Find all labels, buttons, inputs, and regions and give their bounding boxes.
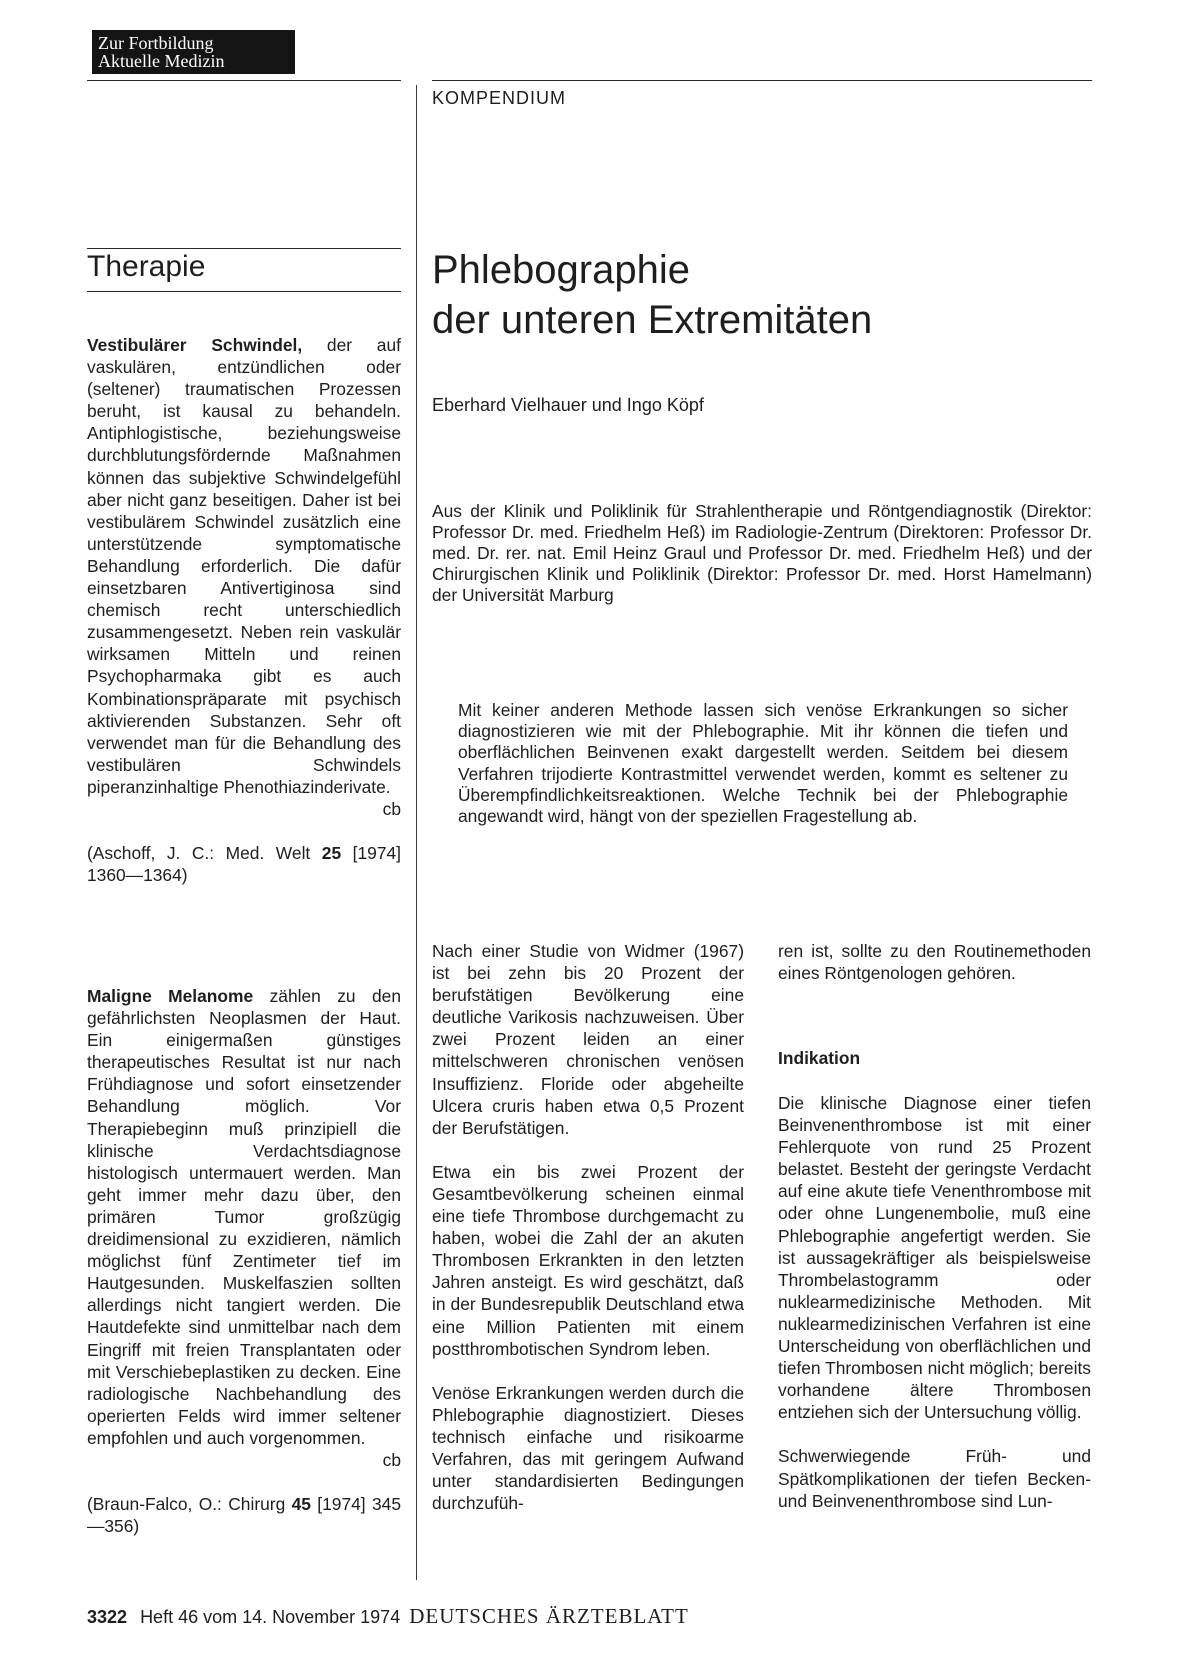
article-abstract: Mit keiner anderen Methode lassen sich venöse Erkrankungen so sicher diagnostizieren wie mit der Phlebographie. Mit ihr können die tiefen und oberflächlichen Beinvenen exakt dargestellt werden. Seitdem bei diesem Verfahren trijodierte Kontrastmittel verwendet werden, kommt es seltener zu Überempfindlichkeitsreaktionen. Welche Technik bei der Phlebographie angewandt wird, hängt von der speziellen Fragestellung ab. — [458, 700, 1068, 827]
article-affiliation: Aus der Klinik und Poliklinik für Strahlentherapie und Röntgendiagnostik (Direktor: Professor Dr. med. Friedhelm Heß) im Radiologie-Zentrum (Direktoren: Professor Dr. med. Dr. rer. nat. Emil Heinz Graul und Professor Dr. med. Friedhelm Heß) und der Chirurgischen Klinik und Poliklinik (Direktor: Professor Dr. med. Horst Hamelmann) der Universität Marburg — [432, 501, 1092, 605]
column-divider — [416, 85, 417, 1580]
sidebar-item-body — [87, 985, 401, 1449]
sidebar-item-vertigo — [87, 334, 401, 886]
article-subheading: Indikation — [778, 1048, 861, 1068]
journal-name: DEUTSCHES ÄRZTEBLATT — [409, 1604, 689, 1628]
sidebar-item-text: zählen zu den gefährlichsten Neoplasmen der Haut. Ein einigermaßen günstiges therapeutisches Resultat ist nur nach Frühdiagnose und sofort einsetzender Behandlung möglich. Vor Therapiebeginn muß prinzipiell die klinische Verdachtsdiagnose histologisch untermauert werden. Man geht immer mehr dazu über, den primären Tumor großzügig dreidimensional zu exzidieren, nämlich möglichst fünf Zentimeter tief im Hautgesunden. Muskelfaszien sollten allerdings nicht tangiert werden. Die Hautdefekte sind unmittelbar nach dem Eingriff mit freien Transplantaten oder mit Verschiebeplastiken zu decken. Eine radiologische Nachbehandlung des operierten Felds wird immer seltener empfohlen und auch vorgenommen. — [87, 986, 401, 1448]
article-paragraph: Schwerwiegende Früh- und Spätkomplikationen der tiefen Becken- und Beinvenenthrombose sind Lun- — [778, 1446, 1091, 1511]
title-line-2: der unteren Extremitäten — [432, 298, 873, 342]
reference-volume: 45 — [291, 1494, 311, 1515]
badge-line-1: Zur Fortbildung — [98, 33, 214, 53]
badge-line-2: Aktuelle Medizin — [98, 51, 225, 71]
sidebar-item-melanoma — [87, 985, 401, 1537]
article-title — [432, 245, 872, 345]
sidebar-item-lead: Vestibulärer Schwindel, — [87, 335, 303, 355]
title-line-1: Phlebographie — [432, 248, 690, 292]
page-footer — [87, 1604, 689, 1629]
page-number: 3322 — [87, 1607, 128, 1627]
article-paragraph: ren ist, sollte zu den Routinemethoden eines Röntgenologen gehören. — [778, 941, 1091, 984]
sidebar-reference — [87, 842, 401, 886]
article-paragraph: Venöse Erkrankungen werden durch die Phlebographie diagnostiziert. Dieses technisch einfache und risikoarme Verfahren, das mit geringem Aufwand unter standardisierten Bedingungen durchzufüh- — [432, 1382, 744, 1514]
article-paragraph: Etwa ein bis zwei Prozent der Gesamtbevölkerung scheinen einmal eine tiefe Thrombose durchgemacht zu haben, wobei die Zahl der an akuten Thrombosen Erkrankten in den letzten Jahren ansteigt. Es wird geschätzt, daß in der Bundesrepublik Deutschland etwa eine Million Patienten mit einem postthrombotischen Syndrom leben. — [432, 1161, 744, 1359]
article-paragraph: Nach einer Studie von Widmer (1967) ist bei zehn bis 20 Prozent der berufstätigen Bevölkerung eine deutliche Varikosis nachzuweisen. Über zwei Prozent leiden an einer mittelschweren chronischen venösen Insuffizienz. Floride oder abgeheilte Ulcera cruris haben etwa 0,5 Prozent der Berufstätigen. — [432, 941, 744, 1138]
sidebar-item-body — [87, 334, 401, 798]
article-column-1 — [432, 940, 744, 1514]
sidebar-item-lead: Maligne Melanome — [87, 986, 254, 1006]
reference-pages: [1974] 1360—1364) — [87, 843, 401, 886]
reference-text: (Aschoff, J. C.: Med. Welt — [87, 843, 322, 864]
reference-text: (Braun-Falco, O.: Chirurg — [87, 1494, 292, 1515]
sidebar-item-text: der auf vaskulären, entzündlichen oder (seltener) traumatischen Prozessen beruht, ist kausal zu behandeln. Antiphlogistische, beziehungsweise durchblutungsfördernde Maßnahmen können das subjektive Schwindelgefühl aber nicht ganz beseitigen. Daher ist bei vestibulärem Schwindel zusätzlich eine unterstützende symptomatische Behandlung erforderlich. Die dafür einsetzbaren Antivertiginosa sind chemisch recht unterschiedlich zusammengesetzt. Neben rein vaskulär wirksamen Mitteln und reinen Psychopharmaka gibt es auch Kombinationspräparate mit psychisch aktivierenden Substanzen. Sehr oft verwendet man für die Behandlung des vestibulären Schwindels piperanzinhaltige Phenothiazinderivate. — [87, 335, 401, 797]
article-column-2 — [778, 940, 1091, 984]
article-authors: Eberhard Vielhauer und Ingo Köpf — [432, 395, 704, 415]
issue-info: Heft 46 vom 14. November 1974 — [140, 1607, 401, 1627]
article-column-2-cont — [778, 1092, 1091, 1512]
therapie-rule-top — [87, 248, 401, 249]
reference-pages: [1974] 345—356) — [87, 1494, 401, 1537]
author-signature: cb — [382, 1449, 401, 1470]
reference-volume: 25 — [321, 843, 342, 864]
article-paragraph: Die klinische Diagnose einer tiefen Beinvenenthrombose ist mit einer Fehlerquote von rund 25 Prozent belastet. Besteht der geringste Verdacht auf eine akute tiefe Venenthrombose mit oder ohne Lungenembolie, muß eine Phlebographie angefertigt werden. Sie ist aussagekräftiger als beispielsweise Thrombelastogramm oder nuklearmedizinische Methoden. Mit nuklearmedizinischen Verfahren ist eine Unterscheidung von oberflächlichen und tiefen Thrombosen nicht möglich; bereits vorhandene ältere Thrombosen entziehen sich der Untersuchung völlig. — [778, 1093, 1091, 1423]
header-rule-right — [432, 80, 1092, 81]
therapie-rule-bottom — [87, 291, 401, 292]
header-rule-left — [87, 80, 401, 81]
sidebar-heading: Therapie — [87, 250, 206, 283]
section-badge — [92, 30, 295, 74]
author-signature: cb — [382, 798, 401, 819]
sidebar-reference — [87, 1493, 401, 1537]
section-label: KOMPENDIUM — [432, 88, 567, 108]
